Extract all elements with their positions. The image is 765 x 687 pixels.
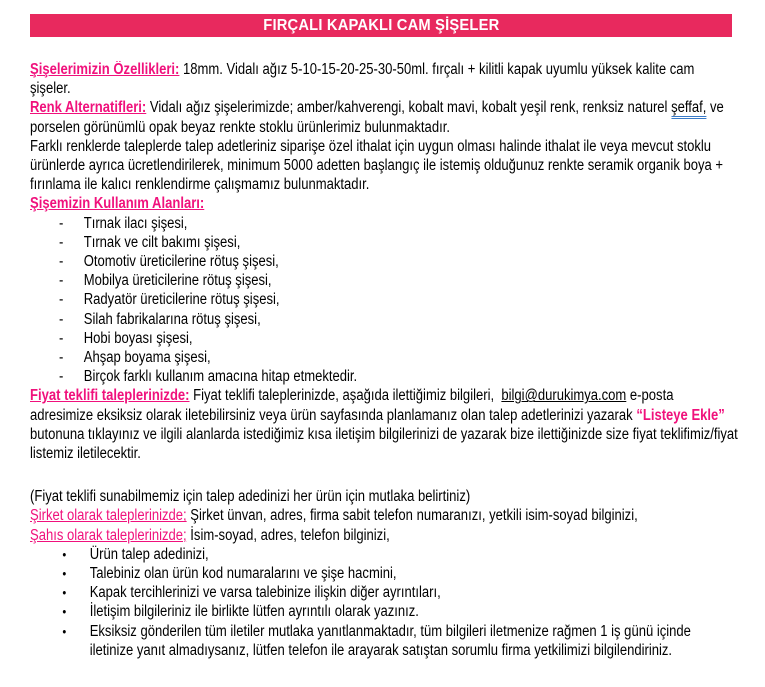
page-title: FIRÇALI KAPAKLI CAM ŞİŞELER bbox=[262, 17, 500, 34]
list-item bbox=[30, 564, 738, 583]
color-alternatives-paragraph bbox=[30, 98, 738, 136]
dash-icon: - bbox=[59, 310, 64, 328]
list-item-text: Kapak tercihlerinizi ve varsa talebinize ilişkin diğer ayrıntıları, bbox=[89, 584, 441, 602]
usage-areas-list bbox=[30, 214, 738, 387]
dash-icon: - bbox=[59, 272, 64, 290]
list-item-text: İletişim bilgileriniz ile birlikte lütfen ayrıntılı olarak yazınız. bbox=[89, 603, 419, 621]
dash-icon: - bbox=[59, 291, 64, 309]
document-content bbox=[30, 60, 742, 660]
spellchecked-word: şeffaf, bbox=[671, 99, 706, 119]
list-item bbox=[30, 310, 738, 329]
list-item bbox=[30, 348, 738, 367]
usage-areas-heading bbox=[30, 194, 738, 213]
list-item-text: Talebiniz olan ürün kod numaralarını ve şişe hacmini, bbox=[89, 565, 397, 583]
list-item-text: Birçok farklı kullanım amacına hitap etmektedir. bbox=[83, 368, 358, 386]
text-run: Fiyat teklifi taleplerinizde, aşağıda ilettiğimiz bilgileri, bbox=[189, 387, 502, 405]
text-run: Şirket ünvan, adres, firma sabit telefon numaranızı, yetkili isim-soyad bilginizi, bbox=[186, 507, 638, 525]
bullet-icon: • bbox=[62, 546, 67, 562]
list-item bbox=[30, 214, 738, 233]
text-run: (Fiyat teklifi sunabilmemiz için talep adedinizi her ürün için mutlaka belirtiniz) bbox=[30, 488, 471, 506]
listeye-ekle-highlight: “Listeye Ekle” bbox=[636, 406, 725, 424]
personal-request-paragraph bbox=[30, 526, 738, 545]
list-item bbox=[30, 252, 738, 271]
list-item-text: Radyatör üreticilerine rötuş şişesi, bbox=[83, 291, 280, 309]
features-paragraph bbox=[30, 60, 738, 98]
title-bar bbox=[30, 14, 732, 37]
list-item bbox=[30, 545, 738, 564]
list-item-text: Silah fabrikalarına rötuş şişesi, bbox=[83, 310, 261, 328]
request-details-list bbox=[30, 545, 738, 660]
text-run: ve porselen görünümlü opak beyaz renkte stoklu ürünlerimiz bulunmaktadır. bbox=[30, 99, 728, 136]
text-run: İsim-soyad, adres, telefon bilginizi, bbox=[186, 526, 390, 544]
list-item-text: Ürün talep adedinizi, bbox=[89, 545, 209, 563]
text-run: e-posta adresimize eksiksiz olarak iletebilirsiniz veya ürün sayfasında planlamanız olan talep adetlerinizi yazarak bbox=[30, 387, 678, 424]
email-link[interactable]: bilgi@durukimya.com bbox=[501, 387, 627, 405]
text-run: Vidalı ağız şişelerimizde; amber/kahverengi, kobalt mavi, kobalt yeşil renk, renksiz naturel bbox=[146, 99, 672, 117]
list-item-text: Otomotiv üreticilerine rötuş şişesi, bbox=[83, 253, 279, 271]
text-run: butonuna tıklayınız ve ilgili alanlarda istediğimiz kısa iletişim bilgilerinizi de yazarak bize ilettiğinizde size fiyat teklifimiz/fiyat listemiz iletilecektir. bbox=[30, 406, 742, 463]
blank-line bbox=[30, 463, 738, 487]
section-label: Şahıs olarak taleplerinizde; bbox=[30, 526, 187, 544]
list-item-text: Ahşap boyama şişesi, bbox=[83, 349, 211, 367]
list-item bbox=[30, 622, 738, 660]
list-item bbox=[30, 602, 738, 621]
list-item bbox=[30, 329, 738, 348]
section-label: Fiyat teklifi taleplerinizde: bbox=[30, 387, 190, 405]
bullet-icon: • bbox=[62, 566, 67, 582]
dash-icon: - bbox=[59, 349, 64, 367]
list-item bbox=[30, 271, 738, 290]
dash-icon: - bbox=[59, 329, 64, 347]
list-item bbox=[30, 290, 738, 309]
list-item bbox=[30, 367, 738, 386]
list-item-text: Tırnak ilacı şişesi, bbox=[83, 214, 188, 232]
bullet-icon: • bbox=[62, 585, 67, 601]
section-label: Şirket olarak taleplerinizde; bbox=[30, 507, 187, 525]
list-item-text: Mobilya üreticilerine rötuş şişesi, bbox=[83, 272, 272, 290]
list-item-text: Hobi boyası şişesi, bbox=[83, 329, 193, 347]
dash-icon: - bbox=[59, 253, 64, 271]
dash-icon: - bbox=[59, 233, 64, 251]
section-label: Renk Alternatifleri: bbox=[30, 99, 147, 117]
section-label: Şişelerimizin Özellikleri: bbox=[30, 61, 180, 78]
dash-icon: - bbox=[59, 368, 64, 386]
section-label: Şişemizin Kullanım Alanları: bbox=[30, 195, 205, 213]
bullet-icon: • bbox=[62, 604, 67, 620]
bullet-icon: • bbox=[62, 623, 67, 639]
dash-icon: - bbox=[59, 214, 64, 232]
list-item-text: Tırnak ve cilt bakımı şişesi, bbox=[83, 233, 241, 251]
text-run: Farklı renklerde taleplerde talep adetleriniz siparişe özel ithalat için uygun olması halinde ithalat ile veya mevcut stoklu ürünlerde ayrıca ücretlendirilerek, minimum 5000 adetten başlangıç ile istemiş olduğunuz renkte seramik organik boya + fırınlama ile kalıcı renklendirme çalışmamız bulunmaktadır. bbox=[30, 137, 727, 194]
quantity-note-paragraph bbox=[30, 487, 738, 506]
company-request-paragraph bbox=[30, 506, 738, 525]
text-run: 18mm. Vidalı ağız 5-10-15-20-25-30-50ml. fırçalı + kilitli kapak uyumlu yüksek kalite cam şişeler. bbox=[30, 61, 699, 98]
custom-color-paragraph bbox=[30, 137, 738, 195]
list-item-text: Eksiksiz gönderilen tüm iletiler mutlaka yanıtlanmaktadır, tüm bilgileri iletmenize rağmen 1 iş günü içinde iletinize yanıt almadıysanız, lütfen telefon ile arayarak satıştan sorumlu firma yetkilimizi bilgilendiriniz. bbox=[89, 622, 691, 659]
list-item bbox=[30, 233, 738, 252]
price-quote-paragraph bbox=[30, 386, 742, 463]
list-item bbox=[30, 583, 738, 602]
